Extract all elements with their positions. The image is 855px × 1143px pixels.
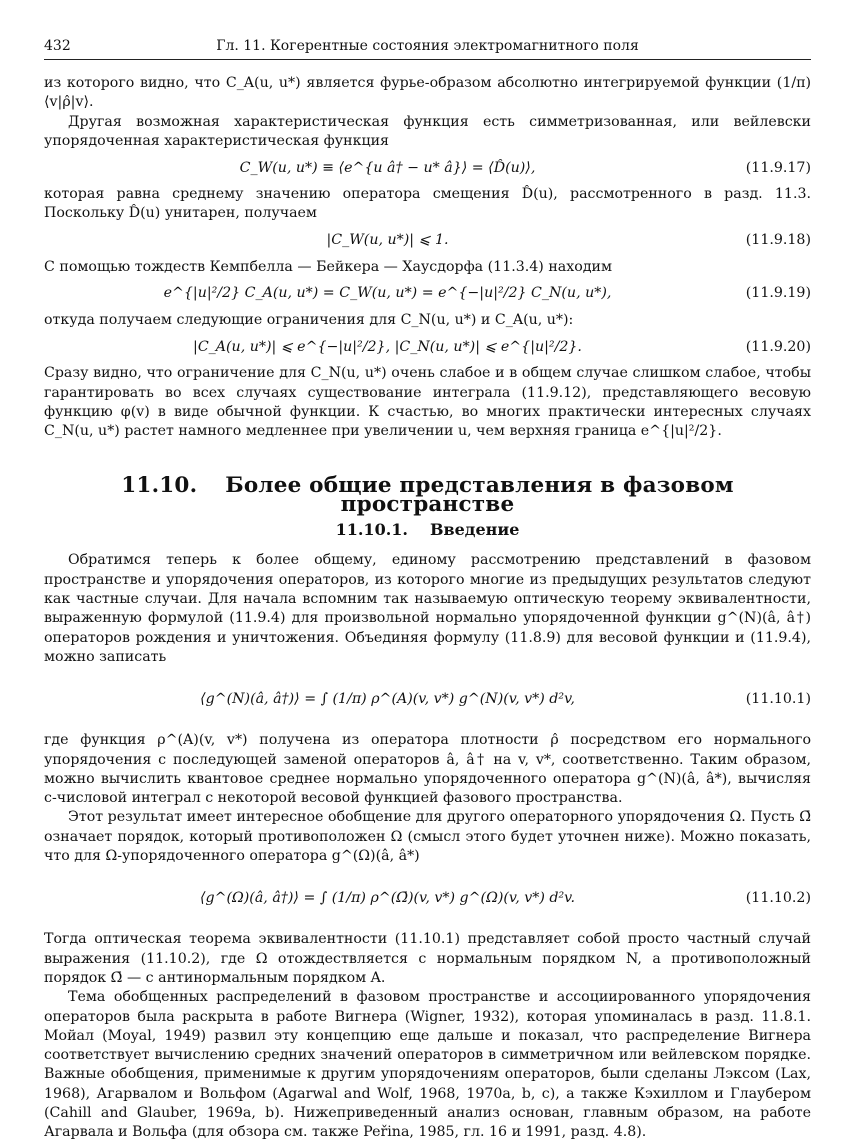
section-number: 11.10.: [121, 472, 198, 498]
paragraph-10-text: Тогда оптическая теорема эквивалентности (11.10.1) представляет собой просто частный случай выражения (11.10.2), где Ω отождествляется с нормальным порядком N, а противоположный порядок Ω̄ — с антинормальным порядком A.: [44, 931, 811, 986]
paragraph-3-text: которая равна среднему значению оператора смещения D̂(u), рассмотренного в разд. 11.3. Поскольку D̂(u) унитарен, получаем: [44, 186, 811, 222]
equation-11-9-18: [44, 230, 811, 252]
paragraph-8-text: где функция ρ^(A)(v, v*) получена из оператора плотности ρ̂ посредством его нормального упорядочения с последующей заменой операторов â, â† на v, v*, соответственно. Таким образом, можно вычислить квантовое среднее нормально упорядоченного оператора g^(N)(â, â*), вычисляя c-числовой интеграл с некоторой весовой функцией фазового пространства.: [44, 732, 811, 807]
equation-expression: |C_A(u, u*)| ⩽ e^{−|u|²/2}, |C_N(u, u*)| ⩽ e^{|u|²/2}.: [193, 338, 582, 355]
subsection-number: 11.10.1.: [335, 520, 408, 540]
section-heading: [44, 472, 811, 517]
paragraph-11-text: Тема обобщенных распределений в фазовом пространстве и ассоциированного упорядочения операторов была раскрыта в работе Вигнера (Wigner, 1932), которая упоминалась в разд. 11.8.1. Мойал (Moyal, 1949) развил эту концепцию еще дальше и показал, что распределение Вигнера соответствует вычислению средних значений операторов в симметричном или вейлевском порядке. Важные обобщения, применимые к другим упорядочениям операторов, были сделаны Лэксом (Lax, 1968), Агарвалом и Вольфом (Agarwal and Wolf, 1968, 1970a, b, c), а также Кэхиллом и Глаубером (Cahill and Glauber, 1969a, b). Нижеприведенный анализ основан, главным образом, на работе Агарвала и Вольфа (для обзора см. также Peřina, 1985, гл. 16 и 1991, разд. 4.8).: [44, 989, 811, 1141]
paragraph-2: [44, 113, 811, 152]
section-title: Более общие представления в фазовом пространстве: [225, 472, 734, 517]
paragraph-5: [44, 311, 811, 330]
equation-number: (11.10.2): [745, 889, 811, 906]
paragraph-4: [44, 258, 811, 277]
paragraph-7: [44, 551, 811, 667]
equation-expression: e^{|u|²/2} C_A(u, u*) = C_W(u, u*) = e^{−|u|²/2} C_N(u, u*),: [163, 285, 612, 302]
page-number: 432: [44, 38, 71, 54]
subsection-heading: [44, 520, 811, 539]
equation-11-10-2: [44, 876, 811, 920]
equation-11-9-17: [44, 157, 811, 179]
equation-11-9-20: [44, 336, 811, 358]
paragraph-10: [44, 930, 811, 988]
equation-expression: ⟨g^(N)(â, â†)⟩ = ∫ (1/π) ρ^(A)(v, v*) g^(N)(v, v*) d²v,: [200, 690, 575, 707]
equation-number: (11.10.1): [745, 690, 811, 707]
paragraph-6-text: Сразу видно, что ограничение для C_N(u, u*) очень слабое и в общем случае слишком слабое, чтобы гарантировать во всех случаях существование интеграла (11.9.12), представляющего весовую функцию φ(v) в виде обычной функции. К счастью, во многих практически интересных случаях C_N(u, u*) растет намного медленнее при увеличении u, чем верхняя граница e^{|u|²/2}.: [44, 365, 811, 440]
equation-expression: |C_W(u, u*)| ⩽ 1.: [326, 232, 449, 249]
equation-11-10-1: [44, 677, 811, 721]
equation-expression: C_W(u, u*) ≡ ⟨e^{u â† − u* â}⟩ = ⟨D̂(u)⟩,: [239, 159, 536, 176]
running-header: [44, 38, 811, 60]
equation-number: (11.9.17): [745, 159, 811, 176]
paragraph-1-text: из которого видно, что C_A(u, u*) является фурье-образом абсолютно интегрируемой функции (1/π)⟨v|ρ̂|v⟩.: [44, 75, 811, 111]
equation-number: (11.9.19): [745, 285, 811, 302]
paragraph-4-text: С помощью тождеств Кемпбелла — Бейкера — Хаусдорфа (11.3.4) находим: [44, 258, 613, 275]
equation-number: (11.9.18): [745, 232, 811, 249]
equation-11-9-19: [44, 283, 811, 305]
paragraph-9: [44, 808, 811, 866]
running-title: Гл. 11. Когерентные состояния электромагнитного поля: [216, 38, 639, 54]
equation-number: (11.9.20): [745, 338, 811, 355]
paragraph-6: [44, 364, 811, 441]
paragraph-8: [44, 731, 811, 808]
paragraph-11: [44, 988, 811, 1142]
paragraph-1: [44, 74, 811, 113]
page-body: [44, 74, 811, 1143]
paragraph-7-text: Обратимся теперь к более общему, единому рассмотрению представлений в фазовом пространстве и упорядочения операторов, из которого многие из предыдущих результатов следуют как частные случаи. Для начала вспомним так называемую оптическую теорему эквивалентности, выраженную формулой (11.9.4) для произвольной нормально упорядоченной функции g^(N)(â, â†) операторов рождения и уничтожения. Объединяя формулу (11.8.9) для весовой функции и (11.9.4), можно записать: [44, 552, 811, 665]
subsection-title: Введение: [429, 520, 520, 540]
paragraph-2-text: Другая возможная характеристическая функция есть симметризованная, или вейлевски упорядоченная характеристическая функция: [44, 113, 811, 149]
equation-expression: ⟨g^(Ω)(â, â†)⟩ = ∫ (1/π) ρ^(Ω̄)(v, v*) g^(Ω)(v, v*) d²v.: [199, 889, 576, 906]
paragraph-9-text: Этот результат имеет интересное обобщение для другого операторного упорядочения Ω. Пусть Ω̄ означает порядок, который противоположен Ω (смысл этого будет уточнен ниже). Можно показать, что для Ω-упорядоченного оператора g^(Ω)(â, â*): [44, 809, 811, 865]
paragraph-5-text: откуда получаем следующие ограничения для C_N(u, u*) и C_A(u, u*):: [44, 312, 574, 329]
page: [44, 38, 811, 1143]
paragraph-3: [44, 185, 811, 224]
